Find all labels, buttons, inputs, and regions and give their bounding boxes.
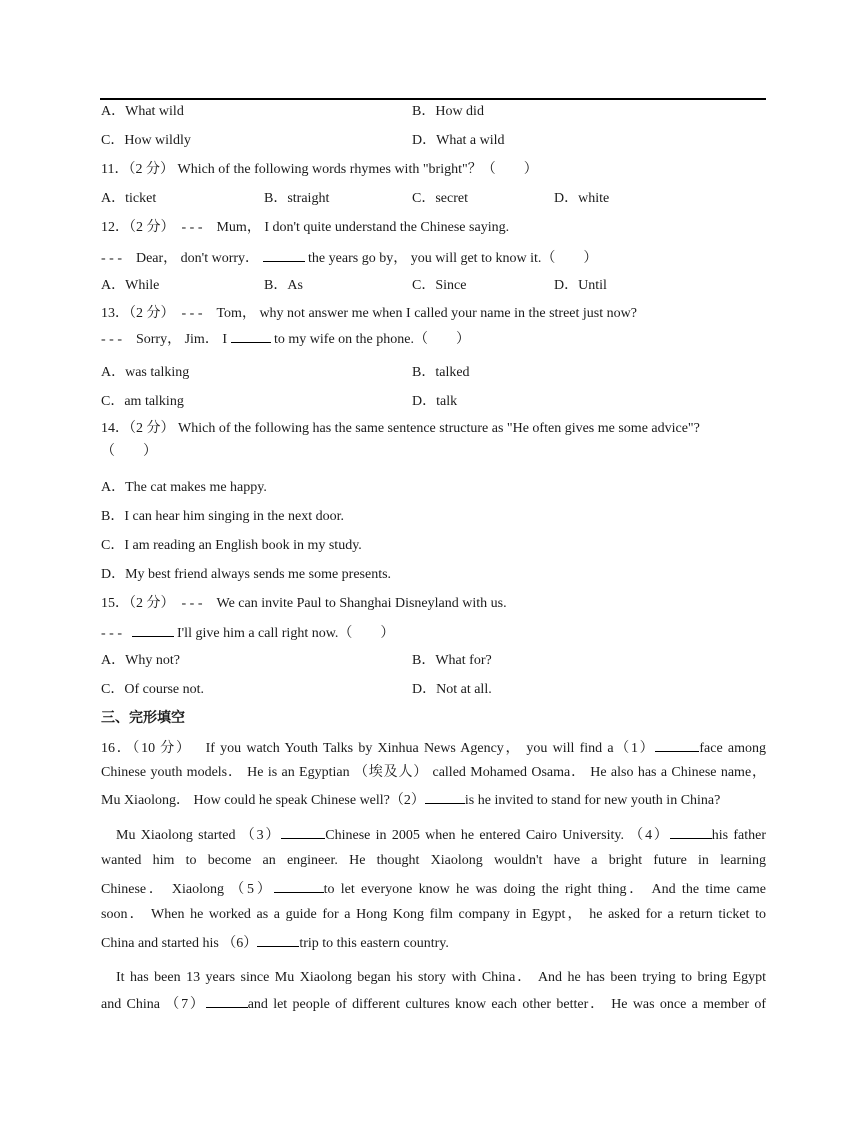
- q16-p1-line3-tail: is he invited to stand for new youth in China?: [464, 793, 721, 808]
- q16-blank-3[interactable]: [281, 825, 325, 839]
- q12-option-a: A．While: [101, 278, 160, 293]
- q16-p3-line2-tail: and let people of different cultures know each other better． He was once a member of: [247, 997, 766, 1012]
- q14-option-a: A．The cat makes me happy.: [101, 480, 267, 495]
- q12-option-c: C．Since: [412, 278, 467, 293]
- header-rule: [100, 98, 766, 100]
- q16-p3-line1: It has been 13 years since Mu Xiaolong began his story with China． And he has been trying to bring Egypt: [116, 970, 766, 985]
- q16-p2-line1-tail: his father: [711, 828, 766, 843]
- q16-blank-6[interactable]: [257, 933, 299, 947]
- q15-stem: 15．（2 分） - - - We can invite Paul to Shanghai Disneyland with us.: [101, 596, 507, 611]
- q16-p2-line1-text: Mu Xiaolong started （3）: [116, 828, 282, 843]
- q13-option-d: D．talk: [412, 394, 458, 409]
- q10-option-d: D．What a wild: [412, 133, 505, 148]
- q16-blank-7[interactable]: [206, 994, 248, 1008]
- q13-option-a: A．was talking: [101, 365, 190, 380]
- q14-option-c: C．I am reading an English book in my study.: [101, 538, 362, 553]
- q13-option-c: C．am talking: [101, 394, 184, 409]
- q12-option-d: D．Until: [554, 278, 607, 293]
- q16-p1-line3: [101, 790, 766, 810]
- q14-stem: 14．（2 分） Which of the following has the same sentence structure as "He often gives me some advice"?: [101, 421, 700, 436]
- q13-stem: 13．（2 分） - - - Tom， why not answer me when I called your name in the street just now?: [101, 306, 637, 321]
- q14-paren: （ ）: [101, 444, 157, 459]
- q12-line2-post: the years go by， you will get to know it.（ ）: [308, 251, 598, 266]
- q16-p1-line1-text: 16．（10 分） If you watch Youth Talks by Xinhua News Agency， you will find a（1）: [101, 741, 656, 756]
- q16-blank-2[interactable]: [425, 790, 465, 804]
- q15-option-c: C．Of course not.: [101, 682, 205, 697]
- q16-p2-line5: [101, 933, 766, 953]
- q16-p2-line3-text: Chinese． Xiaolong （5）: [101, 882, 274, 897]
- q11-option-b: B．straight: [264, 191, 330, 206]
- q14-option-b: B．I can hear him singing in the next door.: [101, 509, 345, 524]
- q16-p3-line2: [101, 994, 766, 1032]
- q10-option-a: A．What wild: [101, 104, 184, 119]
- q12-line2-pre: - - - Dear， don't worry．: [101, 251, 260, 266]
- q13-line2-pre: - - - Sorry， Jim． I: [101, 332, 227, 347]
- q16-p2-line3-tail: to let everyone know he was doing the right thing． And the time came: [323, 882, 766, 897]
- q12-option-b: B．As: [264, 278, 303, 293]
- q15-option-a: A．Why not?: [101, 653, 180, 668]
- q16-p3-line2-text: and China （7）: [101, 997, 206, 1012]
- q16-blank-1[interactable]: [655, 738, 699, 752]
- q15-answer-blank[interactable]: [132, 623, 174, 637]
- q13-answer-blank[interactable]: [231, 329, 271, 343]
- q15-line2-post: I'll give him a call right now.（ ）: [177, 626, 395, 641]
- q16-p1-line3-text: Mu Xiaolong． How could he speak Chinese well?（2）: [101, 793, 425, 808]
- q16-p2-line5-tail: trip to this eastern country.: [299, 936, 449, 951]
- q13-line2: [101, 329, 470, 349]
- q11-option-c: C．secret: [412, 191, 468, 206]
- q16-blank-5[interactable]: [274, 879, 324, 893]
- q10-option-c: C．How wildly: [101, 133, 191, 148]
- q12-line2: [101, 248, 597, 268]
- q15-line2: [101, 623, 394, 643]
- q13-option-b: B．talked: [412, 365, 470, 380]
- q16-blank-4[interactable]: [670, 825, 712, 839]
- q13-line2-post: to my wife on the phone.（ ）: [274, 332, 470, 347]
- q11-option-d: D．white: [554, 191, 610, 206]
- section-title-cloze: 三、完形填空: [101, 710, 185, 726]
- q10-option-b: B．How did: [412, 104, 484, 119]
- q14-option-d: D．My best friend always sends me some presents.: [101, 567, 392, 582]
- q11-stem: 11．（2 分） Which of the following words rhymes with "bright"？（ ）: [101, 162, 538, 177]
- q15-option-d: D．Not at all.: [412, 682, 492, 697]
- q11-option-a: A．ticket: [101, 191, 157, 206]
- q16-p2-line5-text: China and started his （6）: [101, 936, 258, 951]
- q15-line2-pre: - - -: [101, 626, 122, 641]
- q16-p1-line1-tail: face among: [699, 741, 766, 756]
- q15-option-b: B．What for?: [412, 653, 492, 668]
- q12-answer-blank[interactable]: [263, 248, 305, 262]
- q16-p2-line2: wanted him to become an engineer. He thought Xiaolong wouldn't have a bright future in learning: [101, 853, 766, 868]
- q16-p1-line2: Chinese youth models． He is an Egyptian （埃及人） called Mohamed Osama． He also has a Chinese name，: [101, 765, 766, 780]
- q12-stem: 12．（2 分） - - - Mum， I don't quite understand the Chinese saying.: [101, 220, 510, 235]
- q16-p2-line1-mid: Chinese in 2005 when he entered Cairo University. （4）: [325, 828, 670, 843]
- q16-p2-line4: soon． When he worked as a guide for a Hong Kong film company in Egypt， he asked for a return ticket to: [101, 907, 766, 922]
